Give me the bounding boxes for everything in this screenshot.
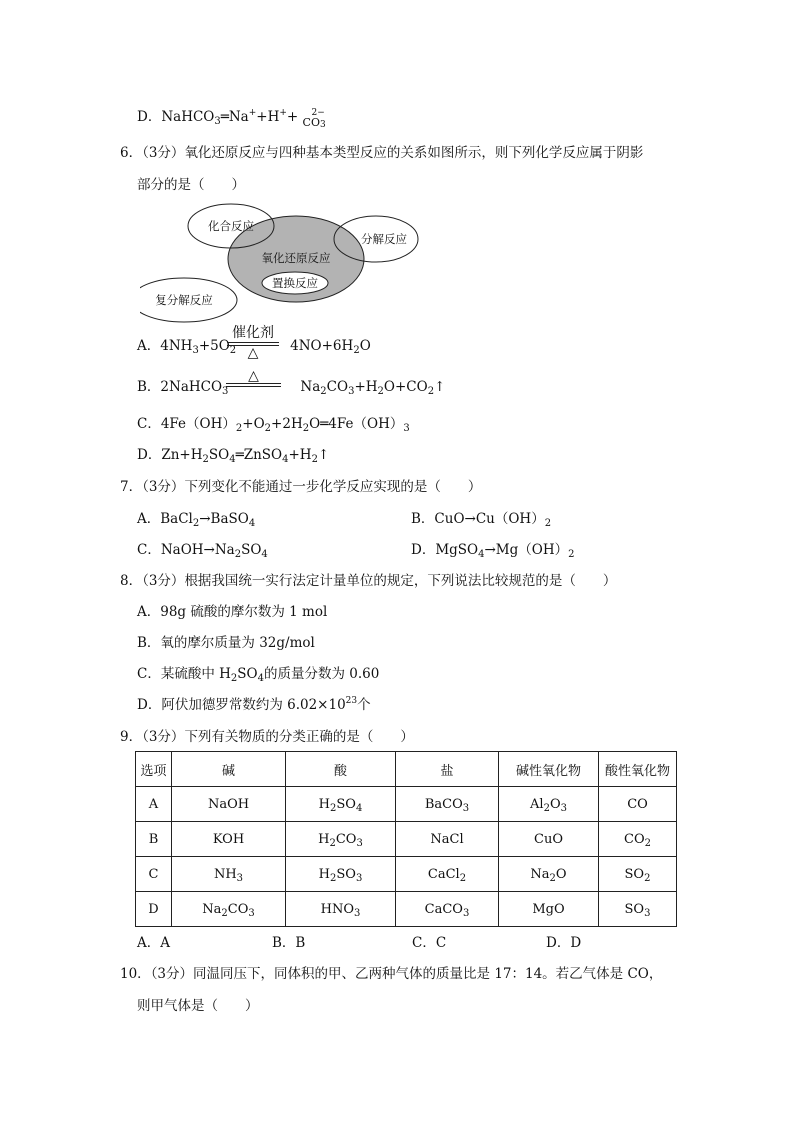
option-letter: C． <box>137 666 161 682</box>
option-letter: D． <box>137 109 162 125</box>
table-header-row <box>136 752 677 787</box>
q9-option-b: B．B <box>272 935 306 951</box>
question-stem: 氧化还原反应与四种基本类型反应的关系如图所示，则下列化学反应属于阴影 <box>184 145 644 161</box>
table-cell: $H_2SO_4$ <box>286 787 396 822</box>
decomposition-label: 分解反应 <box>361 232 407 246</box>
table-header: 碱性氧化物 <box>499 752 599 787</box>
q7-stem <box>120 477 481 497</box>
option-letter: C． <box>137 416 161 432</box>
table-cell: $SO_3$ <box>599 892 677 927</box>
carbonate-ion <box>302 107 326 130</box>
q7-option-d <box>411 540 574 560</box>
q7-option-c <box>137 540 268 560</box>
option-letter: D． <box>411 542 436 558</box>
option-letter: B． <box>137 379 161 395</box>
table-cell: MgO <box>499 892 599 927</box>
option-letter: A． <box>137 511 161 527</box>
table-cell: KOH <box>172 822 286 857</box>
reaction-condition-a <box>227 325 279 360</box>
ion-charge: 2− <box>311 107 325 118</box>
table-cell: CaCO$_3$ <box>396 892 499 927</box>
redox-label: 氧化还原反应 <box>261 251 331 265</box>
question-number: 10． <box>120 966 151 982</box>
question-number: 8． <box>120 573 143 589</box>
table-header: 碱 <box>172 752 286 787</box>
reactants: 2NaHCO$_3$ <box>160 379 229 397</box>
option-text: 阿伏加德罗常数约为 $6.02\times 10^{23}$个 <box>161 696 371 713</box>
q8-option-d <box>137 695 371 715</box>
table-cell: $SO_2$ <box>599 857 677 892</box>
option-letter: D． <box>137 447 162 463</box>
q9-option-a: A．A <box>137 935 170 951</box>
option-letter: C． <box>137 542 161 558</box>
products: $Na_2CO_3+H_2O+CO_2↑$ <box>300 379 446 397</box>
question-points: （3分） <box>142 573 185 589</box>
table-cell: $H_2SO_3$ <box>286 857 396 892</box>
table-header: 选项 <box>136 752 172 787</box>
option-letter: B． <box>137 635 161 651</box>
q8-option-a <box>137 602 327 622</box>
table-cell: $Al_2O_3$ <box>499 787 599 822</box>
table-body <box>136 787 677 927</box>
table-cell: CuO <box>499 822 599 857</box>
table-row <box>136 787 677 822</box>
option-letter: B． <box>411 511 435 527</box>
option-letter: A． <box>137 338 161 354</box>
table-cell: CaCl$_2$ <box>396 857 499 892</box>
heat-symbol: △ <box>248 368 259 384</box>
option-text: 某硫酸中 $H_2SO_4$的质量分数为 0.60 <box>160 666 380 684</box>
q7-option-b <box>411 509 551 529</box>
q8-stem <box>120 571 616 591</box>
q6-option-c <box>137 414 410 434</box>
option-text: BaCl$_2$→BaSO$_4$ <box>160 511 256 529</box>
table-cell: $Na_2O$ <box>499 857 599 892</box>
q5-option-d <box>137 107 326 130</box>
q9-option-c: C．C <box>412 935 447 951</box>
question-stem: 根据我国统一实行法定计量单位的规定，下列说法比较规范的是（ ） <box>184 573 617 589</box>
q10-stem-line2: 则甲气体是（ ） <box>137 998 259 1014</box>
question-stem: 下列有关物质的分类正确的是（ ） <box>184 729 414 745</box>
q9-option-d: D．D <box>546 935 582 951</box>
table-cell: $NH_3$ <box>172 857 286 892</box>
combination-label: 化合反应 <box>208 219 254 233</box>
formula: NaHCO$_3$═Na++H++ <box>161 108 303 127</box>
equation: $Zn+H_2SO_4═ZnSO_4+H_2↑$ <box>161 447 330 465</box>
q6-stem-line1 <box>120 143 643 163</box>
displacement-label: 置换反应 <box>272 276 318 290</box>
table-cell: $H_2CO_3$ <box>286 822 396 857</box>
table-header: 酸性氧化物 <box>599 752 677 787</box>
table-header: 酸 <box>286 752 396 787</box>
table-cell: $HNO_3$ <box>286 892 396 927</box>
catalyst-label: 催化剂 <box>232 325 274 341</box>
option-text: $NaOH\to Na_2SO_4$ <box>160 542 268 560</box>
reaction-type-diagram <box>140 200 430 332</box>
q9-stem <box>120 727 414 747</box>
table-cell: BaCO$_3$ <box>396 787 499 822</box>
question-points: （3分） <box>150 966 194 982</box>
products: $4NO+6H_2O$ <box>290 338 371 356</box>
q6-option-b <box>137 377 445 397</box>
q8-option-b <box>137 633 315 653</box>
table-row <box>136 892 677 927</box>
q10-stem-line1 <box>120 964 662 984</box>
table-cell: $CO_2$ <box>599 822 677 857</box>
question-number: 9． <box>120 729 143 745</box>
question-points: （3分） <box>142 729 185 745</box>
equation: $4Fe(OH)_2+O_2+2H_2O═4Fe(OH)_3$ <box>160 416 410 434</box>
question-stem: 下列变化不能通过一步化学反应实现的是（ ） <box>184 479 482 495</box>
table-cell: NaCl <box>396 822 499 857</box>
option-text: 氧的摩尔质量为 32g/mol <box>160 635 315 651</box>
question-number: 7． <box>120 479 143 495</box>
table-row <box>136 857 677 892</box>
question-number: 6． <box>120 145 143 161</box>
q7-option-a <box>137 509 255 529</box>
option-text: $CuO\to Cu(OH)_2$ <box>434 511 552 529</box>
option-text: $MgSO_4\to Mg(OH)_2$ <box>435 542 575 560</box>
reactants: $4NH_3+5O_2$ <box>160 338 237 356</box>
table-cell: $Na_2CO_3$ <box>172 892 286 927</box>
table-cell: NaOH <box>172 787 286 822</box>
double-decomposition-label: 复分解反应 <box>155 293 213 307</box>
reaction-condition-b <box>226 369 281 387</box>
table-header: 盐 <box>396 752 499 787</box>
table-row <box>136 822 677 857</box>
option-text: 98g 硫酸的摩尔数为 1 mol <box>160 604 328 620</box>
table-cell-option: B <box>136 822 172 857</box>
option-letter: D． <box>137 697 162 713</box>
q8-option-c <box>137 664 379 684</box>
question-stem: 同温同压下，同体积的甲、乙两种气体的质量比是 17：14。若乙气体是 CO， <box>193 966 663 982</box>
option-letter: A． <box>137 604 161 620</box>
q6-option-d <box>137 445 329 465</box>
table-cell: CO <box>599 787 677 822</box>
q6-stem-line2: 部分的是（ ） <box>137 177 245 193</box>
table-cell-option: D <box>136 892 172 927</box>
classification-table <box>135 751 677 927</box>
question-points: （3分） <box>142 145 185 161</box>
table-cell-option: A <box>136 787 172 822</box>
ion-formula: $CO_3$ <box>302 115 326 130</box>
heat-symbol: △ <box>247 345 259 361</box>
table-cell-option: C <box>136 857 172 892</box>
question-points: （3分） <box>142 479 185 495</box>
